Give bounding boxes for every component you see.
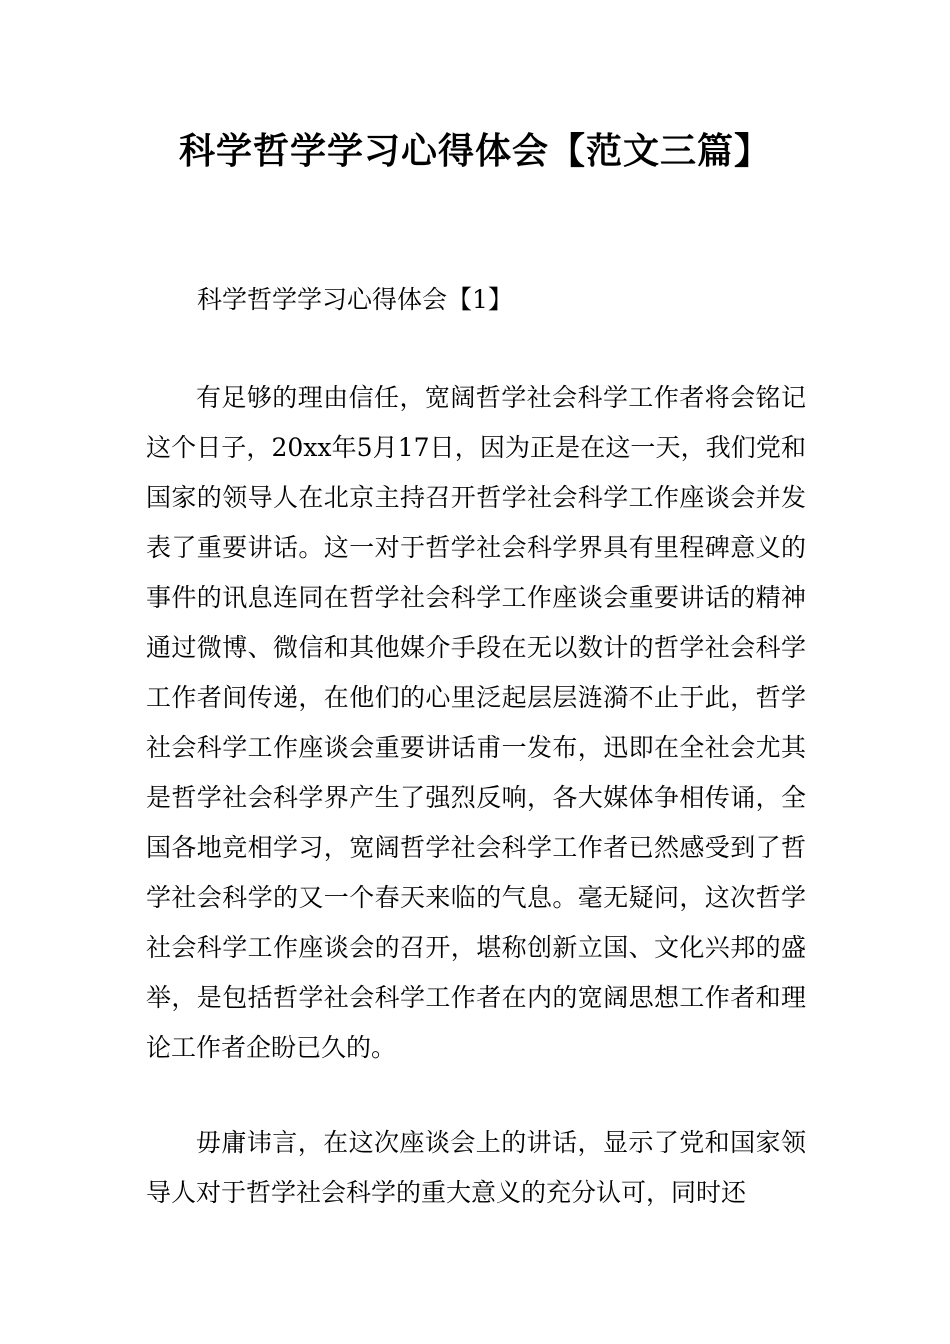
- body-paragraph-2: 毋庸讳言，在这次座谈会上的讲话，显示了党和国家领导人对于哲学社会科学的重大意义的充分认可，同时还: [146, 1128, 806, 1207]
- body-paragraph-1: 有足够的理由信任，宽阔哲学社会科学工作者将会铭记这个日子，20xx年5月17日，因为正是在这一天，我们党和国家的领导人在北京主持召开哲学社会科学工作座谈会并发表了重要讲话。这一对于哲学社会科学界具有里程碑意义的事件的讯息连同在哲学社会科学工作座谈会重要讲话的精神通过微博、微信和其他媒介手段在无以数计的哲学社会科学工作者间传递，在他们的心里泛起层层涟漪不止于此，哲学社会科学工作座谈会重要讲话甫一发布，迅即在全社会尤其是哲学社会科学界产生了强烈反响，各大媒体争相传诵，全国各地竞相学习，宽阔哲学社会科学工作者已然感受到了哲学社会科学的又一个春天来临的气息。毫无疑问，这次哲学社会科学工作座谈会的召开，堪称创新立国、文化兴邦的盛举，是包括哲学社会科学工作者在内的宽阔思想工作者和理论工作者企盼已久的。: [146, 383, 806, 1062]
- document-title: 科学哲学学习心得体会【范文三篇】: [178, 131, 771, 172]
- section-heading: 科学哲学学习心得体会【1】: [197, 285, 513, 314]
